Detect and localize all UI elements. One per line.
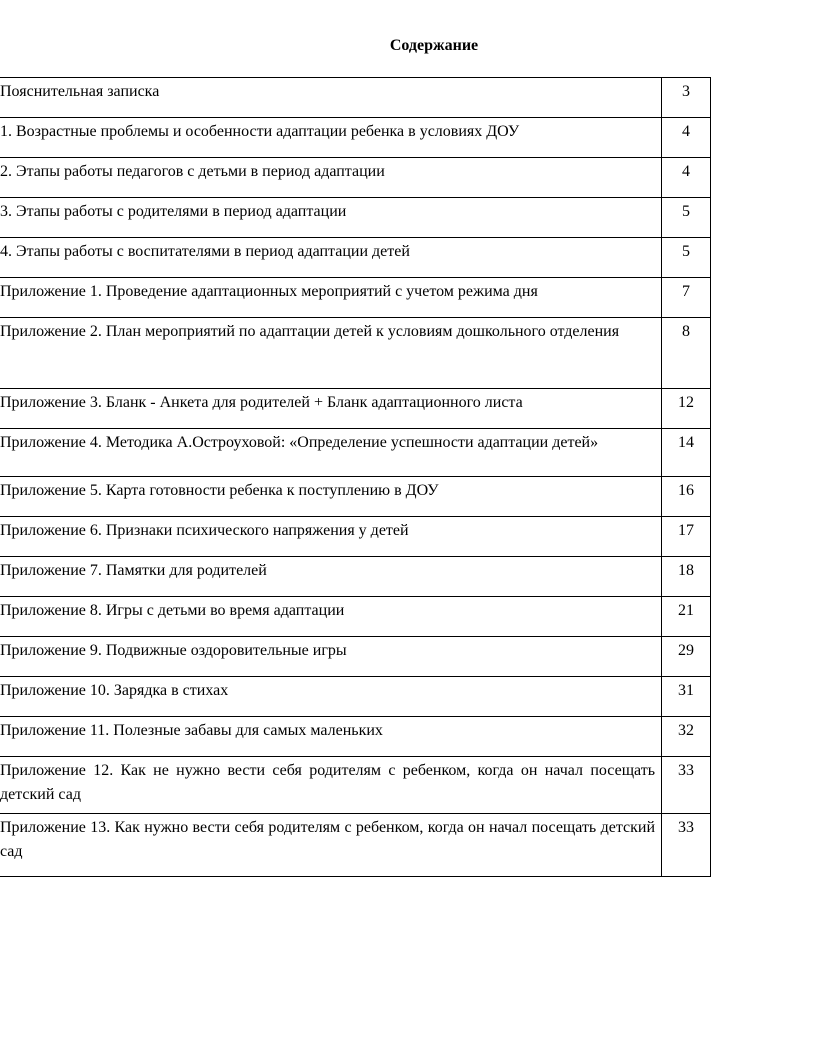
- toc-row: [0, 78, 711, 118]
- toc-page-number: 4: [662, 158, 711, 198]
- toc-row: [0, 389, 711, 429]
- toc-page-number: 18: [662, 557, 711, 597]
- toc-entry-text: Пояснительная записка: [0, 78, 662, 118]
- toc-entry-text: Приложение 4. Методика А.Остроуховой: «Определение успешности адаптации детей»: [0, 429, 662, 477]
- toc-row: [0, 597, 711, 637]
- toc-row: [0, 278, 711, 318]
- toc-page-number: 5: [662, 198, 711, 238]
- toc-row: [0, 814, 711, 877]
- toc-entry-text: 3. Этапы работы с родителями в период адаптации: [0, 198, 662, 238]
- toc-table: [0, 77, 711, 877]
- toc-row: [0, 429, 711, 477]
- toc-page-number: 21: [662, 597, 711, 637]
- document-title: Содержание: [389, 37, 479, 54]
- toc-entry-text: 2. Этапы работы педагогов с детьми в период адаптации: [0, 158, 662, 198]
- toc-entry-text: Приложение 9. Подвижные оздоровительные игры: [0, 637, 662, 677]
- toc-row: [0, 238, 711, 278]
- toc-page-number: 5: [662, 238, 711, 278]
- toc-entry-text: Приложение 3. Бланк - Анкета для родителей + Бланк адаптационного листа: [0, 389, 662, 429]
- toc-entry-text: Приложение 11. Полезные забавы для самых маленьких: [0, 717, 662, 757]
- toc-page-number: 29: [662, 637, 711, 677]
- toc-page-number: 14: [662, 429, 711, 477]
- toc-entry-text: Приложение 8. Игры с детьми во время адаптации: [0, 597, 662, 637]
- toc-row: [0, 158, 711, 198]
- toc-entry-text: Приложение 10. Зарядка в стихах: [0, 677, 662, 717]
- toc-page-number: 12: [662, 389, 711, 429]
- toc-row: [0, 118, 711, 158]
- toc-page-number: 31: [662, 677, 711, 717]
- toc-entry-text: Приложение 13. Как нужно вести себя родителям с ребенком, когда он начал посещать детский сад: [0, 814, 662, 877]
- toc-page-number: 4: [662, 118, 711, 158]
- toc-row: [0, 717, 711, 757]
- toc-page-number: 7: [662, 278, 711, 318]
- toc-page-number: 8: [662, 318, 711, 389]
- toc-page-number: 32: [662, 717, 711, 757]
- toc-entry-text: Приложение 2. План мероприятий по адаптации детей к условиям дошкольного отделения: [0, 318, 662, 389]
- toc-entry-text: Приложение 6. Признаки психического напряжения у детей: [0, 517, 662, 557]
- toc-entry-text: Приложение 7. Памятки для родителей: [0, 557, 662, 597]
- toc-page-number: 33: [662, 814, 711, 877]
- toc-row: [0, 637, 711, 677]
- toc-entry-text: Приложение 5. Карта готовности ребенка к поступлению в ДОУ: [0, 477, 662, 517]
- toc-row: [0, 477, 711, 517]
- toc-row: [0, 318, 711, 389]
- toc-page-number: 16: [662, 477, 711, 517]
- toc-row: [0, 557, 711, 597]
- toc-row: [0, 198, 711, 238]
- toc-row: [0, 757, 711, 814]
- toc-row: [0, 517, 711, 557]
- toc-entry-text: 4. Этапы работы с воспитателями в период адаптации детей: [0, 238, 662, 278]
- toc-entry-text: Приложение 12. Как не нужно вести себя родителям с ребенком, когда он начал посещать детский сад: [0, 757, 662, 814]
- toc-page-number: 17: [662, 517, 711, 557]
- toc-entry-text: 1. Возрастные проблемы и особенности адаптации ребенка в условиях ДОУ: [0, 118, 662, 158]
- toc-page-number: 3: [662, 78, 711, 118]
- toc-page-number: 33: [662, 757, 711, 814]
- toc-row: [0, 677, 711, 717]
- toc-entry-text: Приложение 1. Проведение адаптационных мероприятий с учетом режима дня: [0, 278, 662, 318]
